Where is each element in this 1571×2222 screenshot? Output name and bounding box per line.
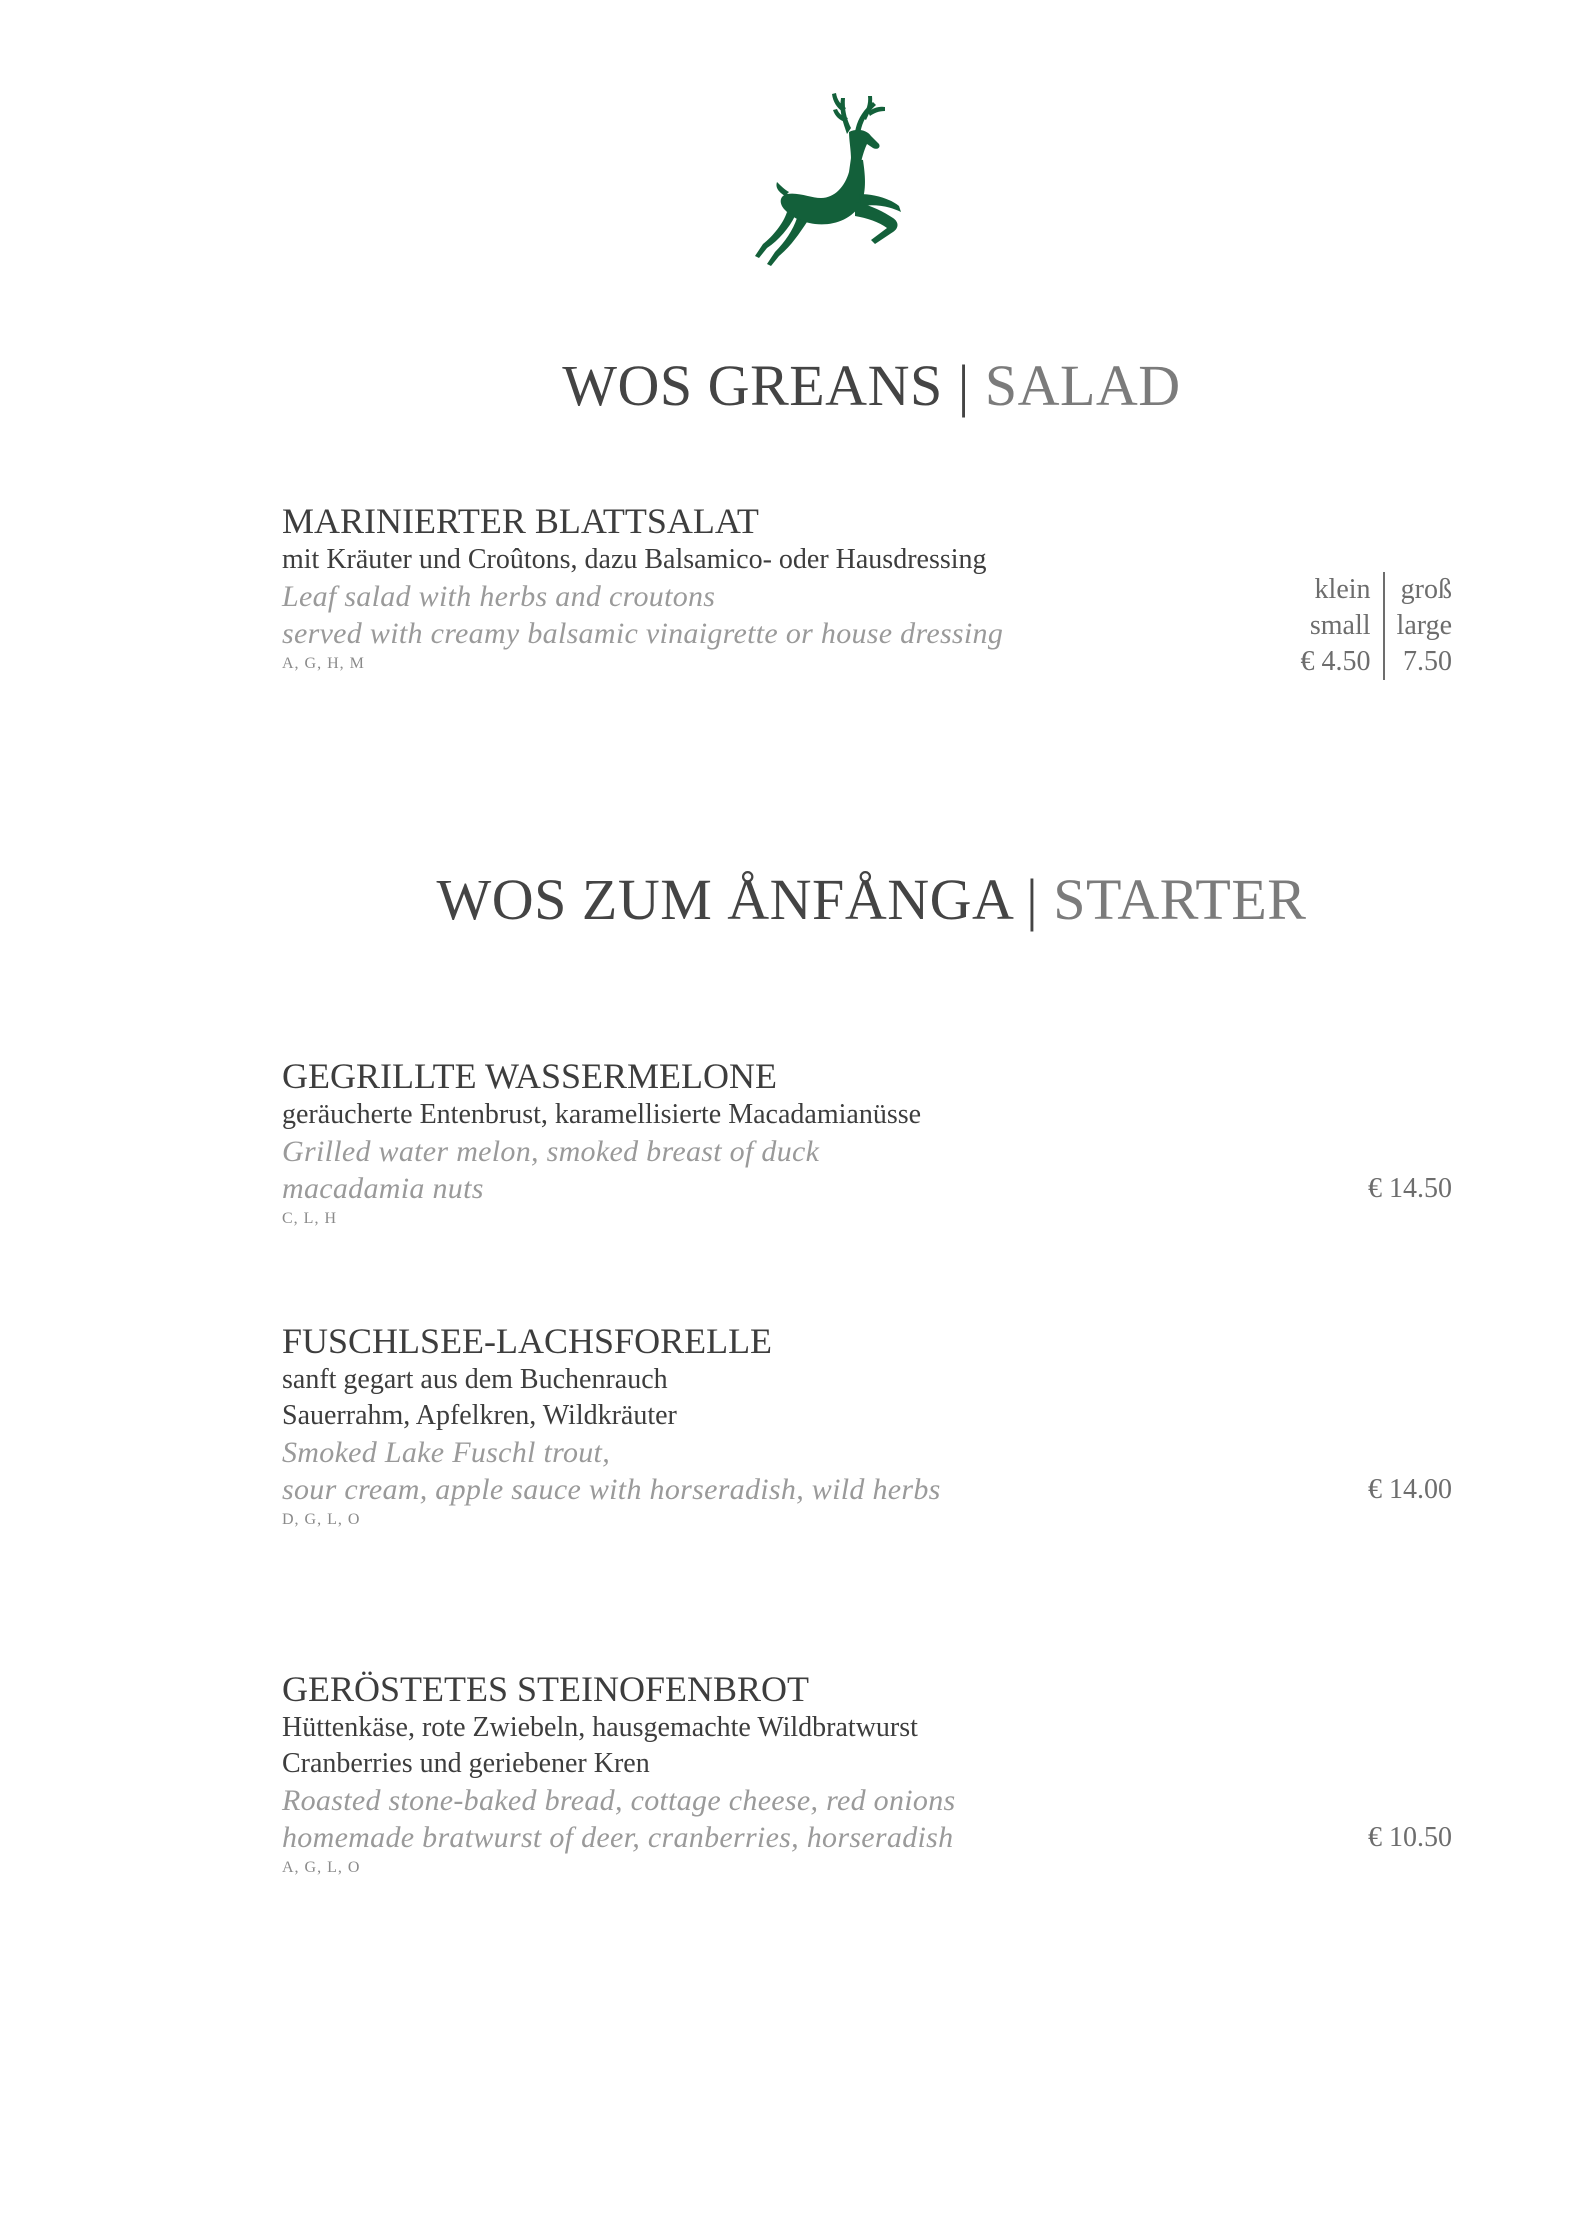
menu-item-wassermelone — [282, 1055, 1452, 1231]
item-description-en: served with creamy balsamic vinaigrette or house dressing — [282, 617, 1004, 650]
size-price: 7.50 — [1403, 646, 1452, 677]
item-price: € 14.50 — [1368, 1173, 1452, 1204]
item-name: GERÖSTETES STEINOFENBROT — [282, 1669, 810, 1709]
allergen-codes: D, G, L, O — [282, 1511, 361, 1528]
item-description-en: Leaf salad with herbs and croutons — [282, 580, 716, 613]
size-label-de: groß — [1400, 574, 1452, 605]
size-label-en: small — [1309, 610, 1371, 641]
section-title-en: SALAD — [984, 353, 1181, 418]
item-price: € 10.50 — [1368, 1822, 1452, 1853]
size-column-large — [1383, 572, 1452, 680]
item-description-de: geräucherte Entenbrust, karamellisierte Macadamianüsse — [282, 1099, 922, 1130]
item-description-de: sanft gegart aus dem Buchenrauch — [282, 1364, 668, 1395]
title-separator: | — [957, 353, 970, 418]
item-description-de: mit Kräuter und Croûtons, dazu Balsamico- oder Hausdressing — [282, 544, 987, 575]
allergen-codes: C, L, H — [282, 1210, 337, 1227]
item-name: FUSCHLSEE-LACHSFORELLE — [282, 1321, 773, 1361]
leaping-stag-icon — [755, 82, 975, 277]
size-label-de: klein — [1314, 574, 1371, 605]
size-label-en: large — [1396, 610, 1452, 641]
item-description-en: Grilled water melon, smoked breast of duck — [282, 1135, 820, 1168]
section-title-starter — [0, 866, 1571, 933]
size-column-small — [1301, 572, 1383, 680]
item-name: GEGRILLTE WASSERMELONE — [282, 1056, 777, 1096]
menu-item-steinofenbrot — [282, 1668, 1452, 1880]
item-description-de: Hüttenkäse, rote Zwiebeln, hausgemachte Wildbratwurst — [282, 1712, 918, 1743]
allergen-codes: A, G, H, M — [282, 655, 365, 672]
menu-item-lachsforelle — [282, 1320, 1452, 1532]
item-description-en: homemade bratwurst of deer, cranberries, horseradish — [282, 1821, 954, 1854]
item-description-en: sour cream, apple sauce with horseradish, wild herbs — [282, 1473, 941, 1506]
section-title-salad — [0, 352, 1571, 419]
item-description-de: Cranberries und geriebener Kren — [282, 1748, 650, 1779]
item-description-en: macadamia nuts — [282, 1172, 484, 1205]
size-price-table — [1301, 572, 1452, 680]
item-description-en: Roasted stone-baked bread, cottage cheese, red onions — [282, 1784, 956, 1817]
item-description-en: Smoked Lake Fuschl trout, — [282, 1436, 610, 1469]
section-title-de: WOS ZUM ÅNFÅNGA — [436, 867, 1012, 932]
item-name: MARINIERTER BLATTSALAT — [282, 501, 759, 541]
size-price: € 4.50 — [1300, 646, 1371, 677]
section-title-de: WOS GREANS — [562, 353, 943, 418]
section-title-en: STARTER — [1053, 867, 1307, 932]
item-description-de: Sauerrahm, Apfelkren, Wildkräuter — [282, 1400, 677, 1431]
menu-item-blattsalat — [282, 500, 1452, 676]
item-price: € 14.00 — [1368, 1474, 1452, 1505]
allergen-codes: A, G, L, O — [282, 1859, 361, 1876]
title-separator: | — [1026, 867, 1039, 932]
